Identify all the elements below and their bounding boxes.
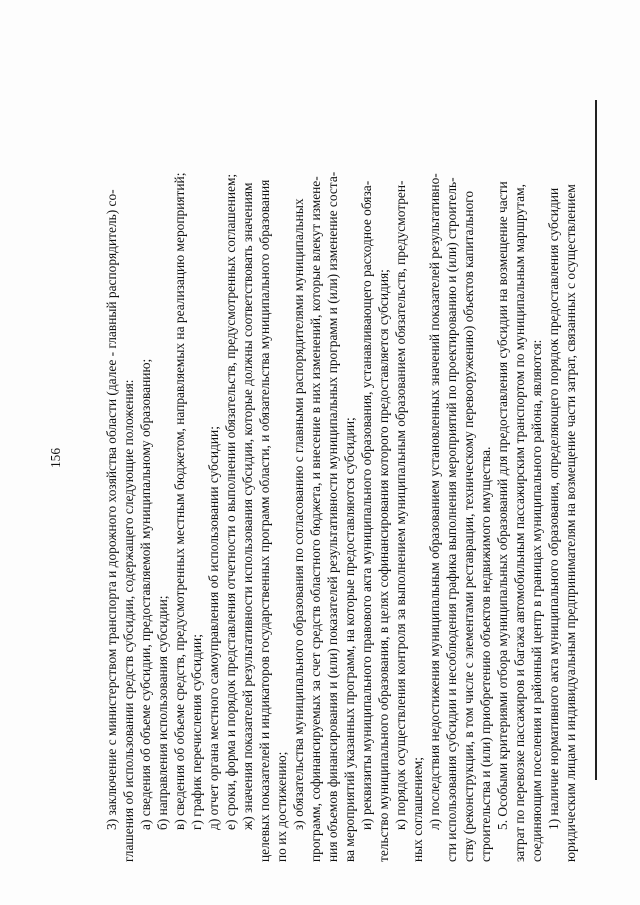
text-line: глашения об использовании средств субсидии, содержащего следующие положения: [121, 379, 136, 862]
text-line: д) отчет органа местного самоуправления об использовании субсидии; [206, 426, 221, 830]
rotated-text-block [48, 47, 578, 862]
text-line: ных соглашением; [410, 756, 425, 862]
text-line: соединяющим поселения и районный центр в границах муниципального района, являются: [529, 339, 544, 862]
page-number: 156 [48, 447, 63, 469]
text-line: г) график перечисления субсидии; [189, 634, 204, 830]
text-line: з) обязательства муниципального образования по согласованию с главными распорядителями муниципальных [291, 198, 306, 830]
text-line: ству (реконструкции, в том числе с элементами реставрации, техническому перевооружению) объектов капитального [461, 190, 476, 862]
text-line: по их достижению; [274, 751, 289, 862]
text-line: строительства и (или) приобретению объектов недвижимого имущества. [478, 446, 493, 862]
text-line: ж) значения показателей результативности использования субсидии, которые должны соответствовать значениям [240, 182, 255, 830]
text-line: сти использования субсидии и несоблюдения графика выполнения мероприятий по проектированию и (или) строитель- [444, 177, 459, 862]
text-line: л) последствия недостижения муниципальным образованием установленных значений показателей результативно- [427, 173, 442, 830]
text-line: 3) заключение с министерством транспорта и дорожного хозяйства области (далее - главный распорядитель) со- [104, 189, 119, 830]
text-line: а) сведения об объеме субсидии, предоставляемой муниципальному образованию; [138, 358, 153, 830]
text-line: и) реквизиты муниципального правового акта муниципального образования, устанавливающего расходное обяза- [359, 180, 374, 830]
text-line: затрат по перевозке пассажиров и багажа автомобильным пассажирским транспортом по муниципальным маршрутам, [512, 184, 527, 862]
text-line: юридическим лицам и индивидуальным предпринимателям на возмещение части затрат, связанных с осуществлением [563, 184, 578, 862]
text-line: программ, софинансируемых за счет средств областного бюджета, и внесение в них изменений, которые влекут измене- [308, 176, 323, 862]
text-line: в) сведения об объеме средств, предусмотренных местным бюджетом, направляемых на реализацию мероприятий; [172, 172, 187, 830]
text-line: ва мероприятий указанных программ, на которые предоставляются субсидии; [342, 417, 357, 862]
text-line: целевых показателей и индикаторов государственных программ области, и обязательства муниципального образования [257, 179, 272, 862]
text-line: к) порядок осуществления контроля за выполнением муниципальным образованием обязательств, предусмотрен- [393, 180, 408, 830]
text-line: е) сроки, форма и порядок представления отчетности о выполнении обязательств, предусмотренных соглашением; [223, 173, 238, 830]
text-line: б) направления использования субсидии; [155, 595, 170, 830]
binding-line [595, 100, 597, 780]
text-line: 1) наличие нормативного акта муниципального образования, определяющего порядок предоставления субсидии [546, 187, 561, 830]
text-line: ния объемов финансирования и (или) показателей результативности муниципальных программ и (или) изменение соста- [325, 171, 340, 862]
text-line: 5. Особыми критериями отбора муниципальных образований для предоставления субсидии на возмещение части [495, 181, 510, 830]
text-line: тельство муниципального образования, в целях софинансирования которого предоставляется субсидия; [376, 269, 391, 862]
